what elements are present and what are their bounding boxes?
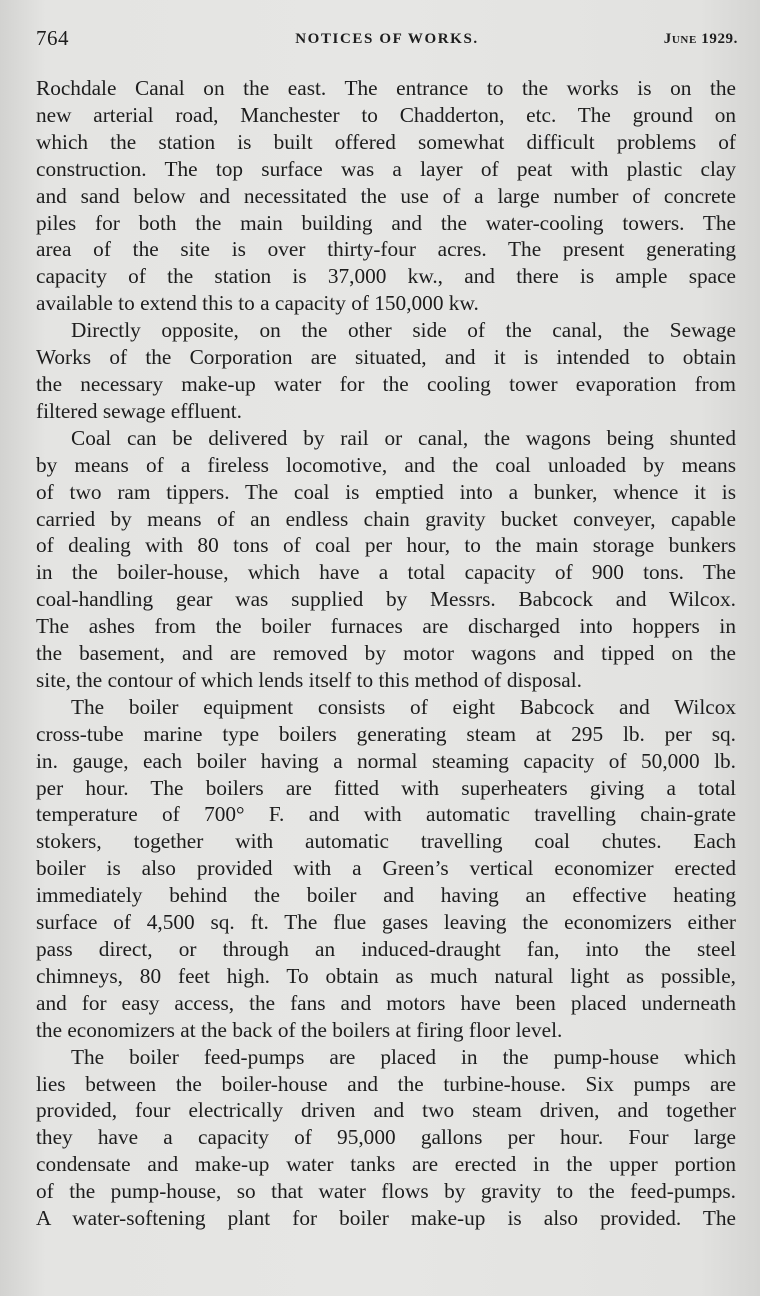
text-line: The boiler feed-pumps are placed in the pump-house which [71,1044,736,1069]
text-line: coal-handling gear was supplied by Messrs. Babcock and Wilcox. [36,587,736,612]
text-line: by means of a fireless locomotive, and the coal unloaded by means [36,452,736,477]
text-line: of two ram tippers. The coal is emptied into a bunker, whence it is [36,479,736,504]
text-line: temperature of 700° F. and with automatic travelling chain-grate [36,802,736,827]
text-line: area of the site is over thirty-four acres. The present generating [36,237,736,262]
text-line: provided, four electrically driven and two steam driven, and together [36,1098,736,1123]
text-line: available to extend this to a capacity of 150,000 kw. [36,291,479,316]
text-line: which the station is built offered somewhat difficult problems of [36,129,736,154]
text-line: site, the contour of which lends itself to this method of disposal. [36,667,582,692]
text-line: per hour. The boilers are fitted with superheaters giving a total [36,775,736,800]
text-line: capacity of the station is 37,000 kw., and there is ample space [36,264,736,289]
text-line: they have a capacity of 95,000 gallons per hour. Four large [36,1125,736,1150]
text-line: the necessary make-up water for the cooling tower evaporation from [36,371,736,396]
text-line: and for easy access, the fans and motors have been placed underneath [36,990,736,1015]
text-line: Works of the Corporation are situated, and it is intended to obtain [36,345,736,370]
text-line: The boiler equipment consists of eight Babcock and Wilcox [71,694,736,719]
text-line: piles for both the main building and the water-cooling towers. The [36,210,736,235]
text-line: Directly opposite, on the other side of the canal, the Sewage [71,318,736,343]
text-line: condensate and make-up water tanks are erected in the upper portion [36,1152,736,1177]
text-line: construction. The top surface was a layer of peat with plastic clay [36,156,736,181]
text-line: of the pump-house, so that water flows by gravity to the feed-pumps. [36,1179,736,1204]
text-line: cross-tube marine type boilers generating steam at 295 lb. per sq. [36,721,736,746]
issue-date: June 1929. [663,31,738,47]
text-line: stokers, together with automatic travelling coal chutes. Each [36,829,736,854]
page-number: 764 [36,26,69,50]
text-line: in the boiler-house, which have a total capacity of 900 tons. The [36,560,736,585]
text-line: immediately behind the boiler and having an effective heating [36,883,736,908]
text-line: The ashes from the boiler furnaces are discharged into hoppers in [36,614,736,639]
text-line: chimneys, 80 feet high. To obtain as much natural light as possible, [36,963,736,988]
text-line: lies between the boiler-house and the turbine-house. Six pumps are [36,1071,736,1096]
text-line: the economizers at the back of the boilers at firing floor level. [36,1017,563,1042]
text-line: new arterial road, Manchester to Chadderton, etc. The ground on [36,102,736,127]
text-line: and sand below and necessitated the use of a large number of concrete [36,183,736,208]
text-line: Rochdale Canal on the east. The entrance to the works is on the [36,76,736,100]
section-title: NOTICES OF WORKS. [295,31,479,47]
text-line: carried by means of an endless chain gravity bucket conveyer, capable [36,506,736,531]
text-line: A water-softening plant for boiler make-up is also provided. The [36,1206,736,1231]
text-line: the basement, and are removed by motor wagons and tipped on the [36,641,736,666]
text-line: surface of 4,500 sq. ft. The flue gases leaving the economizers either [36,910,736,935]
text-line: boiler is also provided with a Green’s vertical economizer erected [36,856,736,881]
text-line: pass direct, or through an induced-draught fan, into the steel [36,937,736,961]
text-line: Coal can be delivered by rail or canal, the wagons being shunted [71,425,736,450]
text-line: in. gauge, each boiler having a normal steaming capacity of 50,000 lb. [36,748,736,773]
running-header [36,26,738,52]
article-body [36,75,736,1232]
text-line: filtered sewage effluent. [36,398,242,423]
text-line: of dealing with 80 tons of coal per hour, to the main storage bunkers [36,533,736,558]
